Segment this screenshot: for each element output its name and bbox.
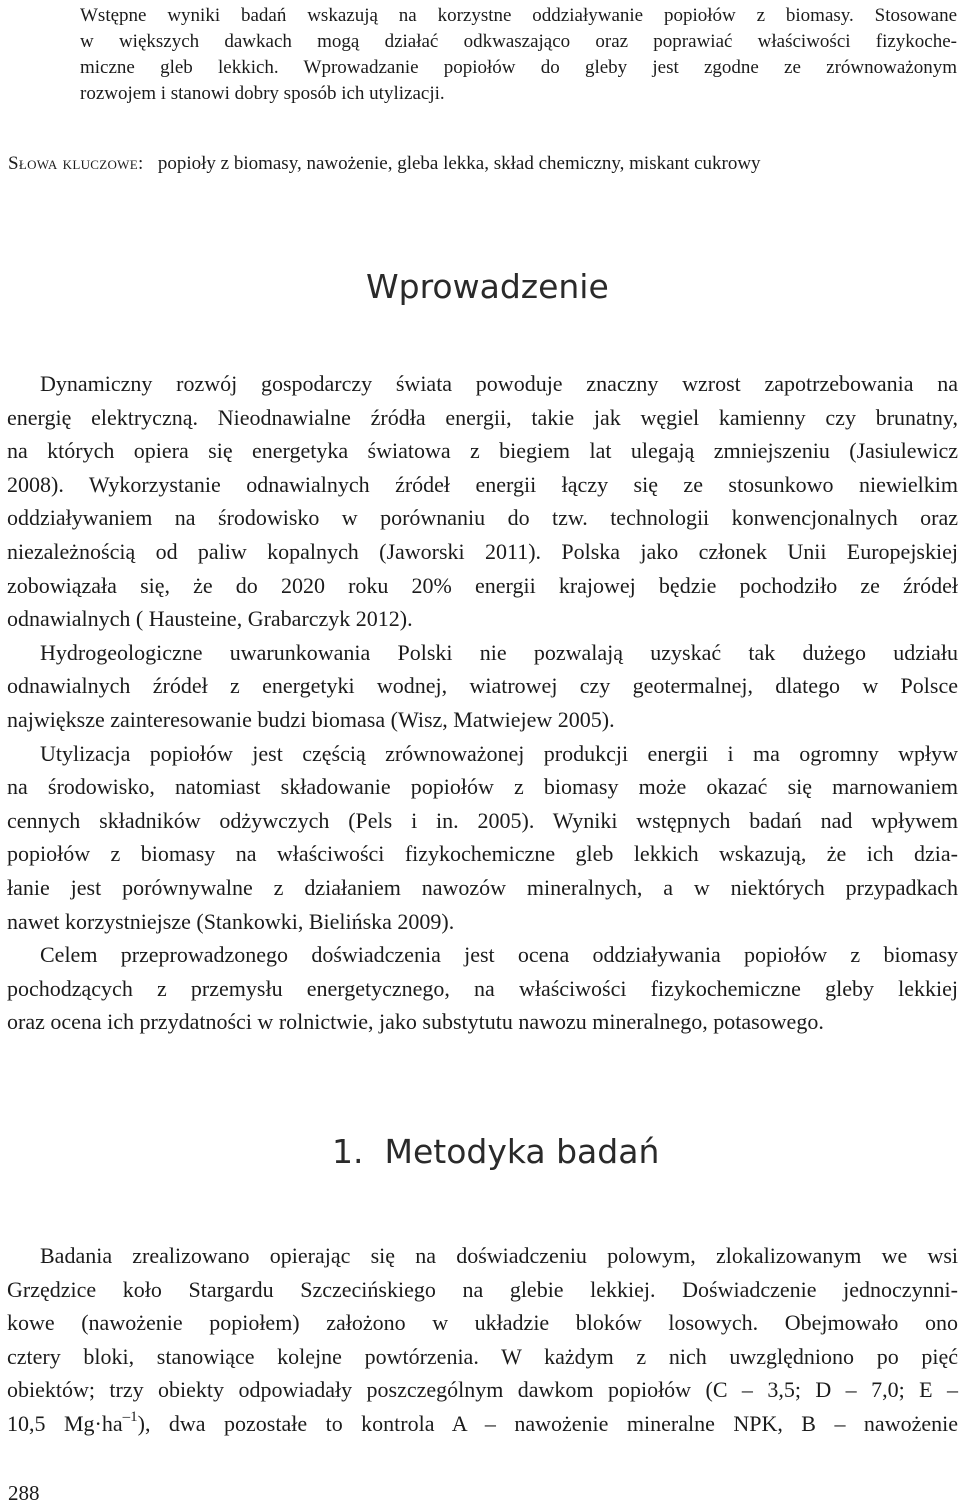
text-line: niezależnością od paliw kopalnych (Jaworski 2011). Polska jako członek Unii Europejskiej [7, 538, 958, 564]
text-line: odnawialnych źródeł z energetyki wodnej, wiatrowej czy geotermalnej, dlatego w Polsce [7, 673, 958, 699]
abstract-line: miczne gleb lekkich. Wprowadzanie popiołów do gleby jest zgodne ze zrównoważonym [80, 57, 957, 78]
text-line: pochodzących z przemysłu energetycznego, na właściwości fizykochemiczne gleby lekkiej [7, 975, 958, 1001]
text-line: Utylizacja popiołów jest częścią zrównoważonej produkcji energii i ma ogromny wpływ [40, 740, 958, 766]
keywords-label: Słowa kluczowe: [8, 153, 144, 174]
superscript: –1 [122, 1408, 138, 1425]
text-line: obiektów; trzy obiekty odpowiadały poszczególnym dawkom popiołów (C – 3,5; D – 7,0; E – [7, 1377, 958, 1403]
text-line: na środowisko, natomiast składowanie popiołów z biomasy może okazać się marnowaniem [7, 774, 958, 800]
keywords [8, 151, 958, 177]
section-heading-introduction: Wprowadzenie [366, 267, 609, 306]
text-line: cztery bloki, stanowiące kolejne powtórzenia. W każdym z nich uwzględniono po pięć [7, 1343, 958, 1369]
text-line: największe zainteresowanie budzi biomasa (Wisz, Matwiejew 2005). [7, 706, 615, 732]
abstract-paragraph [80, 3, 957, 107]
abstract-line: w większych dawkach mogą działać odkwaszająco oraz poprawiać właściwości fizykoche- [80, 31, 957, 52]
abstract-line: rozwojem i stanowi dobry sposób ich utylizacji. [80, 83, 445, 104]
abstract-line: Wstępne wyniki badań wskazują na korzystne oddziaływanie popiołów z biomasy. Stosowane [80, 5, 957, 26]
keywords-text: popioły z biomasy, nawożenie, gleba lekka, skład chemiczny, miskant cukrowy [157, 153, 761, 174]
page-number: 288 [8, 1481, 40, 1505]
text-line: na których opiera się energetyka światowa z biegiem lat ulegają zmniejszeniu (Jasiulewicz [7, 438, 958, 464]
text-fragment: 10,5 Mg·ha [7, 1410, 123, 1436]
text-line: Badania zrealizowano opierając się na doświadczeniu polowym, zlokalizowanym we wsi [40, 1243, 958, 1268]
text-line: Grzędzice koło Stargardu Szczecińskiego na glebie lekkiej. Doświadczenie jednoczynni- [7, 1276, 958, 1302]
text-fragment: ), dwa pozostałe to kontrola A – nawożenie mineralne NPK, B – nawożenie [137, 1410, 958, 1436]
text-line: energię elektryczną. Nieodnawialne źródła energii, takie jak węgiel kamienny czy brunatny, [7, 404, 958, 430]
section-number: 1. [332, 1132, 364, 1171]
text-line: zobowiązała się, że do 2020 roku 20% energii krajowej będzie pochodziło ze źródeł [7, 572, 958, 598]
text-line: popiołów z biomasy na właściwości fizykochemiczne gleb lekkich wskazują, że ich dzia- [7, 841, 958, 867]
text-line: nawet korzystniejsze (Stankowki, Bielińska 2009). [7, 908, 455, 934]
text-line: łanie jest porównywalne z działaniem nawozów mineralnych, a w niektórych przypadkach [7, 874, 958, 900]
text-line: odnawialnych ( Hausteine, Grabarczyk 2012). [7, 606, 413, 632]
text-line: 2008). Wykorzystanie odnawialnych źródeł energii łączy się ze stosunkowo niewielkim [7, 471, 958, 497]
text-line: kowe (nawożenie popiołem) założono w układzie bloków losowych. Obejmowało ono [7, 1310, 958, 1336]
text-line: Dynamiczny rozwój gospodarczy świata powoduje znaczny wzrost zapotrzebowania na [40, 371, 958, 396]
text-line: Hydrogeologiczne uwarunkowania Polski nie pozwalają uzyskać tak dużego udziału [40, 639, 958, 665]
section-heading-methods [332, 1130, 659, 1174]
text-line-with-superscript [7, 1407, 958, 1441]
introduction-body [7, 367, 958, 1039]
methods-body [7, 1239, 958, 1441]
text-line: oraz ocena ich przydatności w rolnictwie, jako substytutu nawozu mineralnego, potasowego. [7, 1009, 824, 1035]
text-line: oddziaływaniem na środowisko w porównaniu do tzw. technologii konwencjonalnych oraz [7, 505, 958, 531]
section-title: Metodyka badań [384, 1132, 660, 1171]
text-line: Celem przeprowadzonego doświadczenia jest ocena oddziaływania popiołów z biomasy [40, 942, 958, 968]
text-line: cennych składników odżywczych (Pels i in. 2005). Wyniki wstępnych badań nad wpływem [7, 807, 958, 833]
